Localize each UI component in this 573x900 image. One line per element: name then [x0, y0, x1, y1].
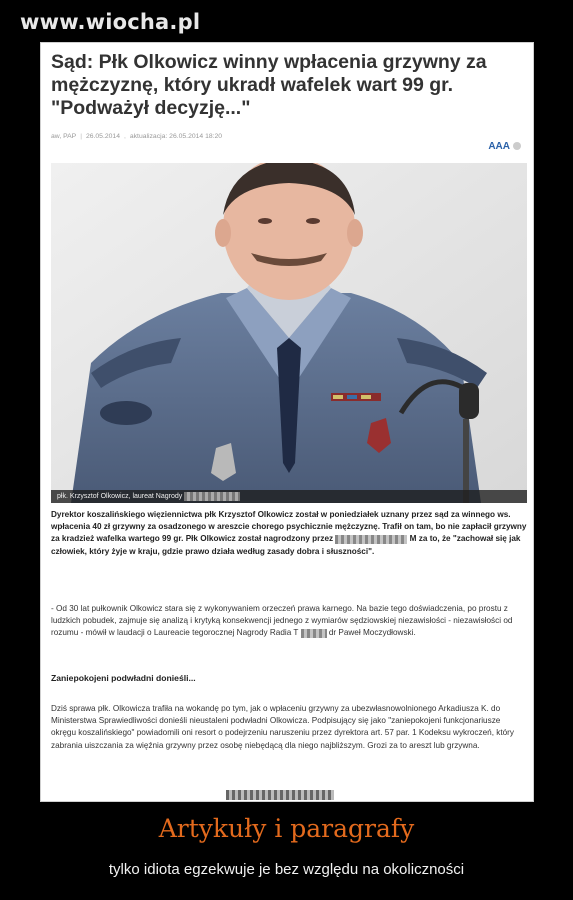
article-headline: Sąd: Płk Olkowicz winny wpłacenia grzywny za mężczyznę, który ukradł wafelek wart 99 gr. "Podważył decyzję..." [51, 51, 487, 119]
updated-date: aktualizacja: 26.05.2014 18:20 [129, 133, 223, 140]
poster-title: Artykuły i paragrafy [158, 814, 415, 843]
site-watermark: www.wiocha.pl [20, 10, 201, 34]
poster-subtitle: tylko idiota egzekwuje je bez względu na okoliczności [108, 861, 465, 878]
lead-text-b: M za to, że "zachował się jak człowiek, który żyje w kraju, gdzie prawo działa według zasady dobra i słuszności". [51, 534, 521, 556]
photo-caption [51, 490, 527, 503]
source-redaction [226, 790, 334, 800]
article-meta: aw, PAP | 26.05.2014 , aktualizacja: 26.05.2014 18:20 [51, 133, 223, 140]
font-size-controls[interactable] [488, 141, 521, 152]
article-paragraph-2: Dziś sprawa płk. Olkowicza trafiła na wokandę po tym, jak o wpłaceniu grzywny za ubezwłasnowolnionego Arkadiusza K. do Ministerstwa Sprawiedliwości donieśli nieustaleni podwładni Olkowicza. Podpisujący się jako "zaniepokojeni funkcjonariusze okręgu koszalińskiego" powiadomili oni resort o podejrzeniu naruszeniu przez dyrektora art. 57 par. 1 Kodeksu wykroczeń, który zabrania uiszczania za więźnia grzywny przez osobę niebędącą dla niego najbliższym. Grozi za to areszt lub grzywna. [51, 704, 515, 750]
lead-text-a: Dyrektor koszalińskiego więziennictwa płk Krzysztof Olkowicz został w poniedziałek uznany przez sąd za winnego ws. wpłacenia 40 zł grzywny za osadzonego w areszcie chorego psychicznie mężczyznę. Trafił on tam, bo nie zapłacił grzywny za kradzież wafelka wartego 99 gr. Płk Olkowicz został nagrodzony przez [51, 510, 527, 544]
photo-caption-text: płk. Krzysztof Olkowicz, laureat Nagrody [57, 493, 183, 500]
paragraph-1-text-a: - Od 30 lat pułkownik Olkowicz stara się z wykonywaniem orzeczeń prawa karnego. Na bazie tego doświadczenia, po prostu z ludzkich pobudek, zajmuje się analizą i krytyką konsekwencji jednego z wymiarów sędziowskiej niezawisłości - niezawisłości od rozumu - mówił w laudacji o Laureacie tegorocznej Nagrody Radia T [51, 604, 513, 638]
officer-photo-illustration [51, 163, 527, 503]
published-date: 26.05.2014 [85, 133, 120, 140]
paragraph-1-redaction [301, 629, 327, 638]
print-icon[interactable] [513, 142, 521, 150]
lead-redaction [335, 535, 407, 544]
article-screenshot [40, 42, 534, 802]
paragraph-1-text-b: dr Paweł Moczydłowski. [328, 628, 416, 638]
font-size-label[interactable]: AAA [488, 141, 510, 152]
byline: aw, PAP [51, 133, 77, 140]
article-subheading: Zaniepokojeni podwładni donieśli... [51, 673, 196, 683]
article-photo [51, 163, 527, 503]
article-paragraph-1 [51, 603, 527, 640]
caption-redaction [184, 492, 240, 501]
article-lead [51, 509, 527, 558]
